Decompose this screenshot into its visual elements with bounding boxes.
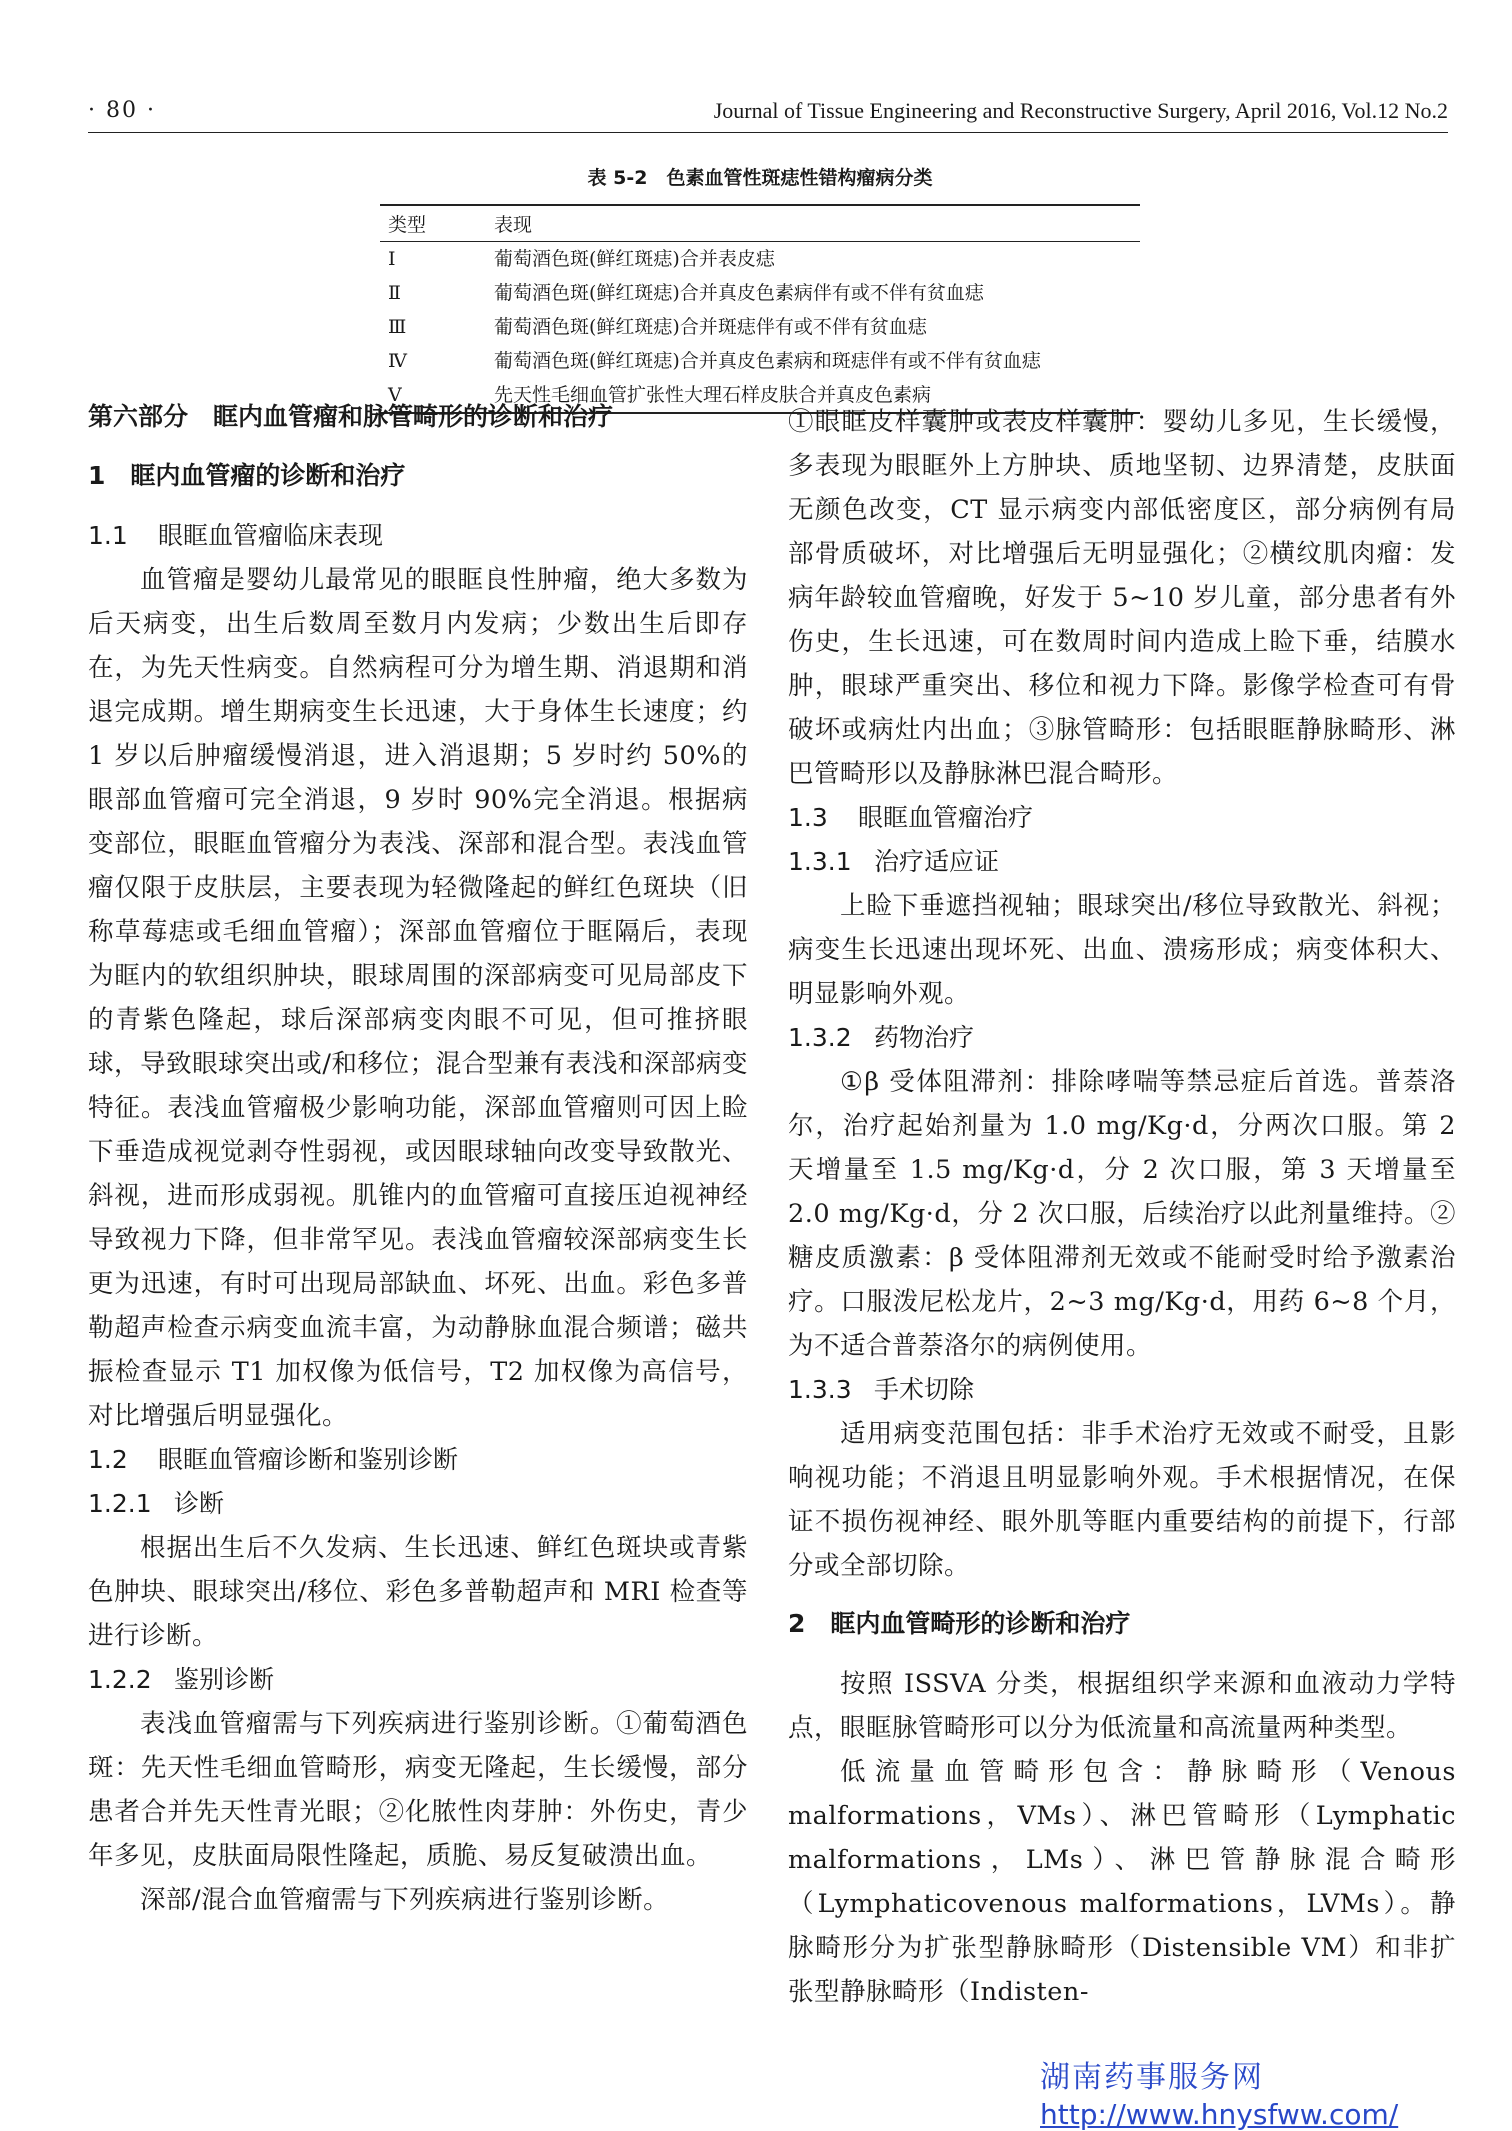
section-title: 眼眶血管瘤治疗 [858, 803, 1034, 832]
paragraph: 深部/混合血管瘤需与下列疾病进行鉴别诊断。 [140, 1885, 670, 1915]
paragraph: 根据出生后不久发病、生长迅速、鲜红色斑块或青紫色肿块、眼球突出/移位、彩色多普勒超声和 MRI 检查等进行诊断。 [88, 1533, 748, 1651]
section-title: 眼眶血管瘤临床表现 [158, 521, 384, 550]
table-caption: 表 5-2 色素血管性斑痣性错构瘤病分类 [587, 167, 933, 189]
section-title: 手术切除 [874, 1375, 975, 1404]
watermark-url[interactable]: http://www.hnysfww.com/ [1040, 2098, 1399, 2131]
paragraph: 适用病变范围包括：非手术治疗无效或不耐受，且影响视功能；不消退且明显影响外观。手术根据情况，在保证不损伤视神经、眼外肌等眶内重要结构的前提下，行部分或全部切除。 [788, 1419, 1456, 1581]
subsection-heading [88, 514, 748, 558]
paragraph: ①眼眶皮样囊肿或表皮样囊肿：婴幼儿多见，生长缓慢，多表现为眼眶外上方肿块、质地坚韧、边界清楚，皮肤面无颜色改变，CT 显示病变内部低密度区，部分病例有局部骨质破坏，对比增强后无明显强化；②横纹肌肉瘤：发病年龄较血管瘤晚，好发于 5~10 岁儿童，部分患者有外伤史，生长迅速，可在数周时间内造成上睑下垂，结膜水肿，眼球严重突出、移位和视力下降。影像学检查可有骨破坏或病灶内出血；③脉管畸形：包括眼眶静脉畸形、淋巴管畸形以及静脉淋巴混合畸形。 [788, 407, 1456, 789]
part-title: 第六部分 眶内血管瘤和脉管畸形的诊断和治疗 [88, 402, 614, 431]
section-number: 1.3.1 [788, 847, 852, 876]
section-title: 药物治疗 [874, 1023, 975, 1052]
section-title: 治疗适应证 [874, 847, 1000, 876]
paragraph: 按照 ISSVA 分类，根据组织学来源和血液动力学特点，眼眶脉管畸形可以分为低流量和高流量两种类型。 [788, 1669, 1456, 1743]
table-cell: Ⅱ [388, 282, 401, 304]
table-cell: 先天性毛细血管扩张性大理石样皮肤合并真皮色素病 [486, 378, 1140, 413]
classification-table [380, 204, 1140, 414]
table-cell: 葡萄酒色斑(鲜红斑痣)合并真皮色素病伴有或不伴有贫血痣 [494, 282, 984, 304]
subsubsection-heading [788, 840, 1456, 884]
running-header [88, 98, 1448, 133]
subsubsection-heading [788, 1368, 1456, 1412]
table-cell: Ⅲ [388, 316, 407, 338]
paragraph: 上睑下垂遮挡视轴；眼球突出/移位导致散光、斜视；病变生长迅速出现坏死、出血、溃疡形成；病变体积大、明显影响外观。 [788, 891, 1456, 1009]
section-number: 1.2.1 [88, 1489, 152, 1518]
paragraph: 血管瘤是婴幼儿最常见的眼眶良性肿瘤，绝大多数为后天病变，出生后数周至数月内发病；少数出生后即存在，为先天性病变。自然病程可分为增生期、消退期和消退完成期。增生期病变生长迅速，大于身体生长速度；约 1 岁以后肿瘤缓慢消退，进入消退期；5 岁时约 50%的眼部血管瘤可完全消退，9 岁时 90%完全消退。根据病变部位，眼眶血管瘤分为表浅、深部和混合型。表浅血管瘤仅限于皮肤层，主要表现为轻微隆起的鲜红色斑块（旧称草莓痣或毛细血管瘤）；深部血管瘤位于眶隔后，表现为眶内的软组织肿块，眼球周围的深部病变可见局部皮下的青紫色隆起，球后深部病变肉眼不可见，但可推挤眼球，导致眼球突出或/和移位；混合型兼有表浅和深部病变特征。表浅血管瘤极少影响功能，深部血管瘤则可因上睑下垂造成视觉剥夺性弱视，或因眼球轴向改变导致散光、斜视，进而形成弱视。肌锥内的血管瘤可直接压迫视神经导致视力下降，但非常罕见。表浅血管瘤较深部病变生长更为迅速，有时可出现局部缺血、坏死、出血。彩色多普勒超声检查示病变血流丰富，为动静脉血混合频谱；磁共振检查显示 T1 加权像为低信号，T2 加权像为高信号，对比增强后明显强化。 [88, 565, 748, 1431]
table-row [380, 242, 1140, 277]
section-title: 眼眶血管瘤诊断和鉴别诊断 [158, 1445, 459, 1474]
column-header: 表现 [486, 205, 1140, 242]
section-number: 1.3.2 [788, 1023, 852, 1052]
table-row [380, 276, 1140, 310]
subsection-heading [788, 796, 1456, 840]
subsubsection-heading [88, 1482, 748, 1526]
table-cell: 葡萄酒色斑(鲜红斑痣)合并真皮色素病和斑痣伴有或不伴有贫血痣 [494, 350, 1041, 372]
column-header: 类型 [380, 205, 486, 242]
watermark [1040, 2052, 1398, 2131]
left-column [88, 400, 748, 1922]
journal-citation: Journal of Tissue Engineering and Reconstructive Surgery, April 2016, Vol.12 No.2 [713, 98, 1448, 123]
paragraph: 表浅血管瘤需与下列疾病进行鉴别诊断。①葡萄酒色斑：先天性毛细血管畸形，病变无隆起，生长缓慢，部分患者合并先天性青光眼；②化脓性肉芽肿：外伤史，青少年多见，皮肤面局限性隆起，质脆、易反复破溃出血。 [88, 1709, 748, 1871]
subsubsection-heading [788, 1016, 1456, 1060]
paragraph: 低流量血管畸形包含：静脉畸形（Venous malformations，VMs）、淋巴管畸形（Lymphatic malformations，LMs）、淋巴管静脉混合畸形（Lymphaticovenous malformations，LVMs）。静脉畸形分为扩张型静脉畸形（Distensible VM）和非扩张型静脉畸形（Indisten- [788, 1757, 1456, 2007]
table-row [380, 310, 1140, 344]
paragraph: ①β 受体阻滞剂：排除哮喘等禁忌症后首选。普萘洛尔，治疗起始剂量为 1.0 mg/Kg·d，分两次口服。第 2 天增量至 1.5 mg/Kg·d，分 2 次口服，第 3 天增量至 2.0 mg/Kg·d，分 2 次口服，后续治疗以此剂量维持。②糖皮质激素：β 受体阻滞剂无效或不能耐受时给予激素治疗。口服泼尼松龙片，2~3 mg/Kg·d，用药 6~8 个月，为不适合普萘洛尔的病例使用。 [788, 1067, 1456, 1361]
section-title: 鉴别诊断 [174, 1665, 275, 1694]
table-cell: Ⅳ [388, 350, 407, 372]
page-number: · 80 · [88, 98, 156, 123]
subsubsection-heading [88, 1658, 748, 1702]
table-cell: 葡萄酒色斑(鲜红斑痣)合并斑痣伴有或不伴有贫血痣 [494, 316, 927, 338]
table-cell: Ⅰ [388, 248, 396, 270]
table-header-row [380, 205, 1140, 242]
section-number: 1.2 [88, 1445, 128, 1474]
right-column [788, 400, 1456, 2014]
section-number: 1.1 [88, 521, 128, 550]
subsection-heading [88, 1438, 748, 1482]
section-title: 诊断 [174, 1489, 225, 1518]
table-cell: 葡萄酒色斑(鲜红斑痣)合并表皮痣 [494, 248, 775, 270]
section-number: 1.3 [788, 803, 828, 832]
watermark-title: 湖南药事服务网 [1040, 2060, 1264, 2095]
section-number: 1.3.3 [788, 1375, 852, 1404]
table-cell: Ⅴ [380, 378, 486, 413]
classification-table-block [380, 163, 1140, 414]
table-row [380, 344, 1140, 378]
section-number: 1.2.2 [88, 1665, 152, 1694]
section-heading: 1 眶内血管瘤的诊断和治疗 [88, 461, 406, 490]
section-heading: 2 眶内血管畸形的诊断和治疗 [788, 1609, 1131, 1638]
